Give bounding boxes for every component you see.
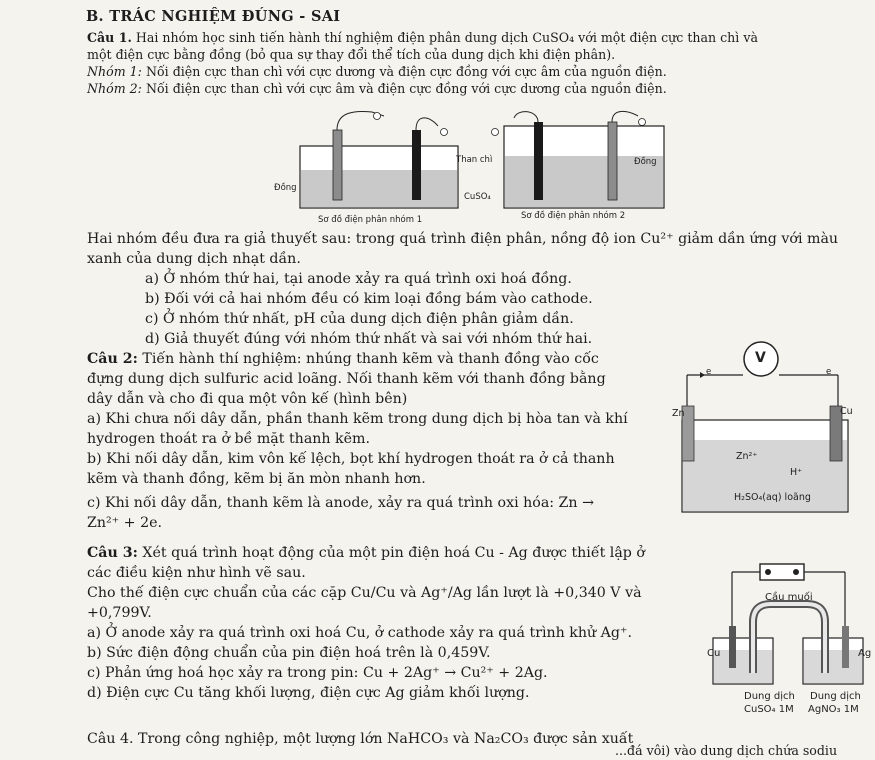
- q4-line-1: Câu 4. Trong công nghiệp, một lượng lớn NaHCO₃ và Na₂CO₃ được sản xuất: [87, 731, 634, 747]
- q2-statement-a-2: hydrogen thoát ra ở bề mặt thanh kẽm.: [87, 431, 371, 447]
- q1-statement-b: b) Đối với cả hai nhóm đều có kim loại đồng bám vào cathode.: [145, 291, 593, 307]
- q3-line-4: +0,799V.: [87, 605, 152, 621]
- q2-statement-b-2: kẽm và thanh đồng, kẽm bị ăn mòn nhanh hơn.: [87, 471, 426, 487]
- q2-label: Câu 2:: [87, 351, 138, 367]
- q3-statement-c: c) Phản ứng hoá học xảy ra trong pin: Cu + 2Ag⁺ → Cu²⁺ + 2Ag.: [87, 665, 548, 681]
- zn2-ion-label: Zn²⁺: [736, 451, 758, 462]
- q3-statement-a: a) Ở anode xảy ra quá trình oxi hoá Cu, ở cathode xảy ra quá trình khử Ag⁺.: [87, 625, 633, 641]
- q1-hypothesis-line-2: xanh của dung dịch nhạt dần.: [87, 251, 301, 267]
- ag-electrode-label: Ag: [858, 648, 872, 659]
- q2-statement-c-2: Zn²⁺ + 2e.: [87, 515, 163, 531]
- q1-line-1: [87, 29, 758, 47]
- fig2-graphite-label: Than chì: [456, 155, 493, 165]
- cu-electrode-label: Cu: [707, 648, 721, 659]
- q1-group1-label: Nhóm 1:: [87, 64, 142, 79]
- voltmeter-label: V: [755, 350, 766, 366]
- q2-statement-b-1: b) Khi nối dây dẫn, kim vôn kế lệch, bọt khí hydrogen thoát ra ở cả thanh: [87, 451, 615, 467]
- electron-label-left: e: [706, 367, 712, 377]
- zinc-electrode-label: Zn: [672, 408, 685, 419]
- right-solution-label-1: Dung dịch: [810, 691, 861, 702]
- fig2-electrolyte-label: CuSO₄: [464, 192, 491, 202]
- q3-line1-text: Xét quá trình hoạt động của một pin điện hoá Cu - Ag được thiết lập ở: [142, 545, 645, 561]
- section-title: B. TRÁC NGHIỆM ĐÚNG - SAI: [86, 8, 341, 25]
- q1-line1-text: Hai nhóm học sinh tiến hành thí nghiệm điện phân dung dịch CuSO₄ với một điện cực than chì và: [135, 30, 758, 45]
- q3-statement-b: b) Sức điện động chuẩn của pin điện hoá trên là 0,459V.: [87, 645, 491, 661]
- q1-statement-d: d) Giả thuyết đúng với nhóm thứ nhất và sai với nhóm thứ hai.: [145, 331, 593, 347]
- q3-statement-d: d) Điện cực Cu tăng khối lượng, điện cực Ag giảm khối lượng.: [87, 685, 530, 701]
- fig1-copper-label: Đồng: [274, 183, 297, 193]
- q1-group1: [87, 63, 667, 81]
- left-solution-label-2: CuSO₄ 1M: [744, 704, 794, 715]
- beaker-group-1: [300, 111, 458, 208]
- fig2-caption: Sơ đồ điện phân nhóm 2: [521, 211, 626, 221]
- q2-line-1: [87, 350, 599, 368]
- q2-statement-c-1: c) Khi nối dây dẫn, thanh kẽm là anode, xảy ra quá trình oxi hóa: Zn →: [87, 495, 594, 511]
- q1-group2-label: Nhóm 2:: [87, 81, 142, 96]
- q1-line-2: một điện cực bằng đồng (bỏ qua sự thay đổi thể tích của dung dịch khi điện phân).: [87, 47, 616, 62]
- q2-line-2: đựng dung dịch sulfuric acid loãng. Nối thanh kẽm với thanh đồng bằng: [87, 371, 606, 387]
- q1-group2-text: Nối điện cực than chì với cực âm và điện cực đồng với cực dương của nguồn điện.: [145, 81, 667, 96]
- electron-label-right: e: [826, 367, 832, 377]
- fig1-caption: Sơ đồ điện phân nhóm 1: [318, 215, 423, 225]
- q1-group2: [87, 80, 667, 98]
- h-ion-label: H⁺: [790, 467, 803, 478]
- fig2-copper-label: Đồng: [634, 157, 657, 167]
- q3-label: Câu 3:: [87, 545, 138, 561]
- q1-statement-c: c) Ở nhóm thứ nhất, pH của dung dịch điện phân giảm dần.: [145, 311, 574, 327]
- sulfuric-acid-label: H₂SO₄(aq) loãng: [734, 492, 811, 503]
- q1-statement-a: a) Ở nhóm thứ hai, tại anode xảy ra quá trình oxi hoá đồng.: [145, 271, 572, 287]
- q2-statement-a-1: a) Khi chưa nối dây dẫn, phần thanh kẽm trong dung dịch bị hòa tan và khí: [87, 411, 628, 427]
- q1-hypothesis-line-1: Hai nhóm đều đưa ra giả thuyết sau: trong quá trình điện phân, nồng độ ion Cu²⁺ giảm dần ứng với màu: [87, 231, 839, 247]
- right-solution-label-2: AgNO₃ 1M: [808, 704, 859, 715]
- q2-line1-text: Tiến hành thí nghiệm: nhúng thanh kẽm và thanh đồng vào cốc: [142, 351, 599, 367]
- q3-line-3: Cho thế điện cực chuẩn của các cặp Cu/Cu và Ag⁺/Ag lần lượt là +0,340 V và: [87, 585, 642, 601]
- salt-bridge-label: Cầu muối: [765, 592, 813, 603]
- q1-group1-text: Nối điện cực than chì với cực dương và điện cực đồng với cực âm của nguồn điện.: [145, 64, 667, 79]
- q3-line-1: [87, 544, 645, 562]
- q2-line-3: dây dẫn và cho đi qua một vôn kế (hình bên): [87, 391, 408, 407]
- copper-electrode-label: Cu: [840, 406, 853, 417]
- q3-line-2: các điều kiện như hình vẽ sau.: [87, 565, 306, 581]
- q1-label: Câu 1.: [87, 30, 132, 45]
- left-solution-label-1: Dung dịch: [744, 691, 795, 702]
- q4-line-2-fragment: ...đá vôi) vào dung dịch chứa sodiu: [615, 743, 838, 758]
